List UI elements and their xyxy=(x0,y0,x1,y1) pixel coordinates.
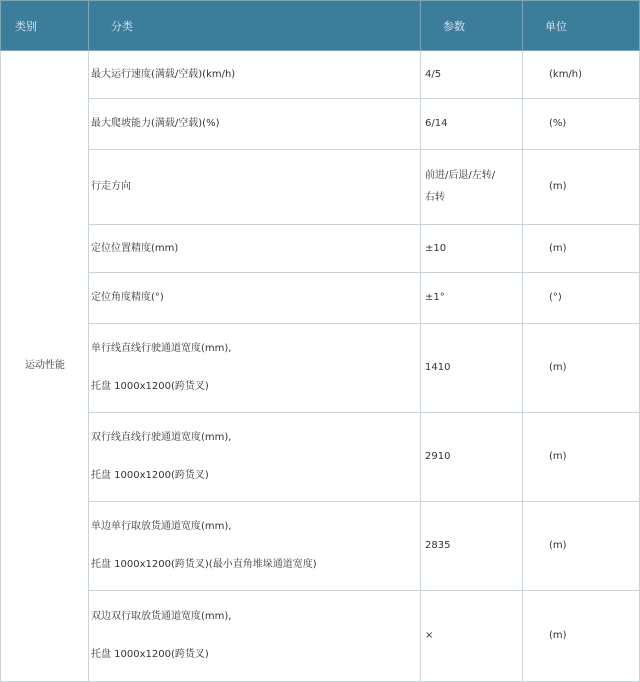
value-cell xyxy=(421,225,523,273)
value-text: 1410 xyxy=(425,362,451,373)
value-cell xyxy=(421,273,523,324)
value-text: 右转 xyxy=(425,192,445,203)
unit-cell: (m) xyxy=(523,150,640,225)
item-text: 托盘 1000x1200(跨货叉) xyxy=(91,649,209,660)
value-text: ±10 xyxy=(425,242,447,254)
table-row xyxy=(1,150,640,225)
table-row xyxy=(1,413,640,502)
item-text: 单边单行取放货通道宽度(mm), xyxy=(91,521,232,532)
value-cell xyxy=(421,150,523,225)
item-cell xyxy=(89,324,421,413)
table-row xyxy=(1,591,640,682)
item-text: 定位角度精度(°) xyxy=(91,292,164,303)
category-label: 运动性能 xyxy=(25,360,65,371)
table-header-row xyxy=(1,1,640,51)
table-row xyxy=(1,502,640,591)
value-text: 2910 xyxy=(425,451,451,462)
item-text: 单行线直线行驶通道宽度(mm), xyxy=(91,343,232,354)
value-cell xyxy=(421,413,523,502)
item-cell xyxy=(89,51,421,99)
value-cell xyxy=(421,51,523,99)
item-text: 托盘 1000x1200(跨货叉)(最小直角堆垛通道宽度) xyxy=(91,559,317,570)
item-cell xyxy=(89,150,421,225)
item-text: 定位位置精度(mm) xyxy=(91,242,179,254)
item-text: 双边双行取放货通道宽度(mm), xyxy=(91,611,232,622)
header-category: 类别 xyxy=(1,1,89,51)
table-row xyxy=(1,225,640,273)
item-cell xyxy=(89,413,421,502)
value-text: 6/14 xyxy=(425,118,448,129)
value-text: 4/5 xyxy=(425,68,442,80)
unit-cell: (%) xyxy=(523,99,640,150)
value-cell xyxy=(421,324,523,413)
category-cell xyxy=(1,51,89,682)
item-text: 托盘 1000x1200(跨货叉) xyxy=(91,470,209,481)
value-cell xyxy=(421,502,523,591)
table-row xyxy=(1,51,640,99)
item-text: 托盘 1000x1200(跨货叉) xyxy=(91,381,209,392)
unit-cell: (°) xyxy=(523,273,640,324)
value-text: 2835 xyxy=(425,540,451,551)
value-text: ±1° xyxy=(425,292,445,303)
value-cell xyxy=(421,99,523,150)
unit-cell: (km/h) xyxy=(523,51,640,99)
unit-cell: (m) xyxy=(523,591,640,682)
item-text: 最大爬坡能力(满载/空载)(%) xyxy=(91,118,220,129)
header-item: 分类 xyxy=(89,1,421,51)
unit-cell: (m) xyxy=(523,324,640,413)
item-cell xyxy=(89,225,421,273)
item-cell xyxy=(89,591,421,682)
value-text: 前进/后退/左转/ xyxy=(425,170,496,181)
item-cell xyxy=(89,502,421,591)
table-row xyxy=(1,324,640,413)
value-cell xyxy=(421,591,523,682)
item-text: 最大运行速度(满载/空载)(km/h) xyxy=(91,68,236,80)
unit-cell: (m) xyxy=(523,413,640,502)
item-cell xyxy=(89,273,421,324)
item-text: 双行线直线行驶通道宽度(mm), xyxy=(91,432,232,443)
value-text: × xyxy=(425,630,434,641)
item-text: 行走方向 xyxy=(91,181,131,192)
item-cell xyxy=(89,99,421,150)
table-row xyxy=(1,99,640,150)
header-unit: 单位 xyxy=(523,1,640,51)
table-row xyxy=(1,273,640,324)
unit-cell: (m) xyxy=(523,502,640,591)
header-value: 参数 xyxy=(421,1,523,51)
unit-cell: (m) xyxy=(523,225,640,273)
